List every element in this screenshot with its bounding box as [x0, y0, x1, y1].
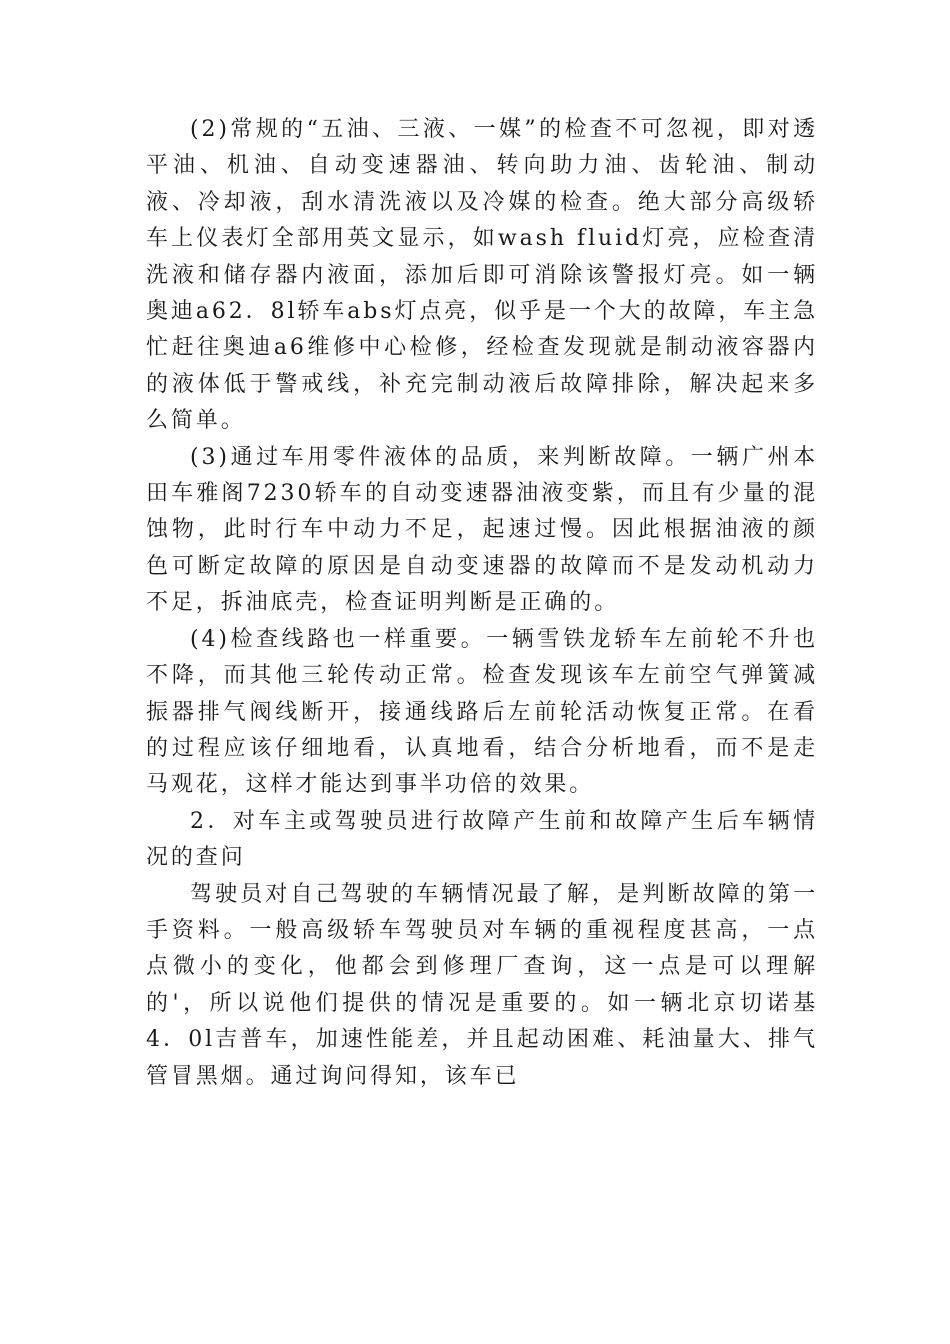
paragraph-check-wiring: (4)检查线路也一样重要。一辆雪铁龙轿车左前轮不升也不降，而其他三轮传动正常。检查发现该车左前空气弹簧减振器排气阀线断开，接通线路后左前轮活动恢复正常。在看的过程应该仔细地看，认真地看，结合分析地看，而不是走马观花，这样才能达到事半功倍的效果。	[146, 626, 818, 798]
paragraph-driver-info: 驾驶员对自己驾驶的车辆情况最了解，是判断故障的第一手资料。一般高级轿车驾驶员对车辆的重视程度甚高，一点点微小的变化，他都会到修理厂查询，这一点是可以理解的'，所以说他们提供的情况是重要的。如一辆北京切诺基4．0l吉普车，加速性能差，并且起动困难、耗油量大、排气管冒黑烟。通过询问得知，该车已	[146, 881, 818, 1089]
section-heading-inquiry: 2．对车主或驾驶员进行故障产生前和故障产生后车辆情况的查问	[146, 808, 818, 871]
paragraph-check-fluids: (2)常规的“五油、三液、一媒”的检查不可忽视，即对透平油、机油、自动变速器油、转向助力油、齿轮油、制动液、冷却液，刮水清洗液以及冷媒的检查。绝大部分高级轿车上仪表灯全部用英文显示，如wash fluid灯亮，应检查清洗液和储存器内液面，添加后即可消除该警报灯亮。如一辆奥迪a62．8l轿车abs灯点亮，似乎是一个大的故障，车主急忙赶往奥迪a6维修中心检修，经检查发现就是制动液容器内的液体低于警戒线，补充完制动液后故障排除，解决起来多么简单。	[146, 117, 818, 434]
document-body	[146, 112, 818, 1095]
paragraph-fluid-quality: (3)通过车用零件液体的品质，来判断故障。一辆广州本田车雅阁7230轿车的自动变速器油液变紫，而且有少量的混蚀物，此时行车中动力不足，起速过慢。因此根据油液的颜色可断定故障的原因是自动变速器的故障而不是发动机动力不足，拆油底壳，检查证明判断是正确的。	[146, 444, 818, 616]
